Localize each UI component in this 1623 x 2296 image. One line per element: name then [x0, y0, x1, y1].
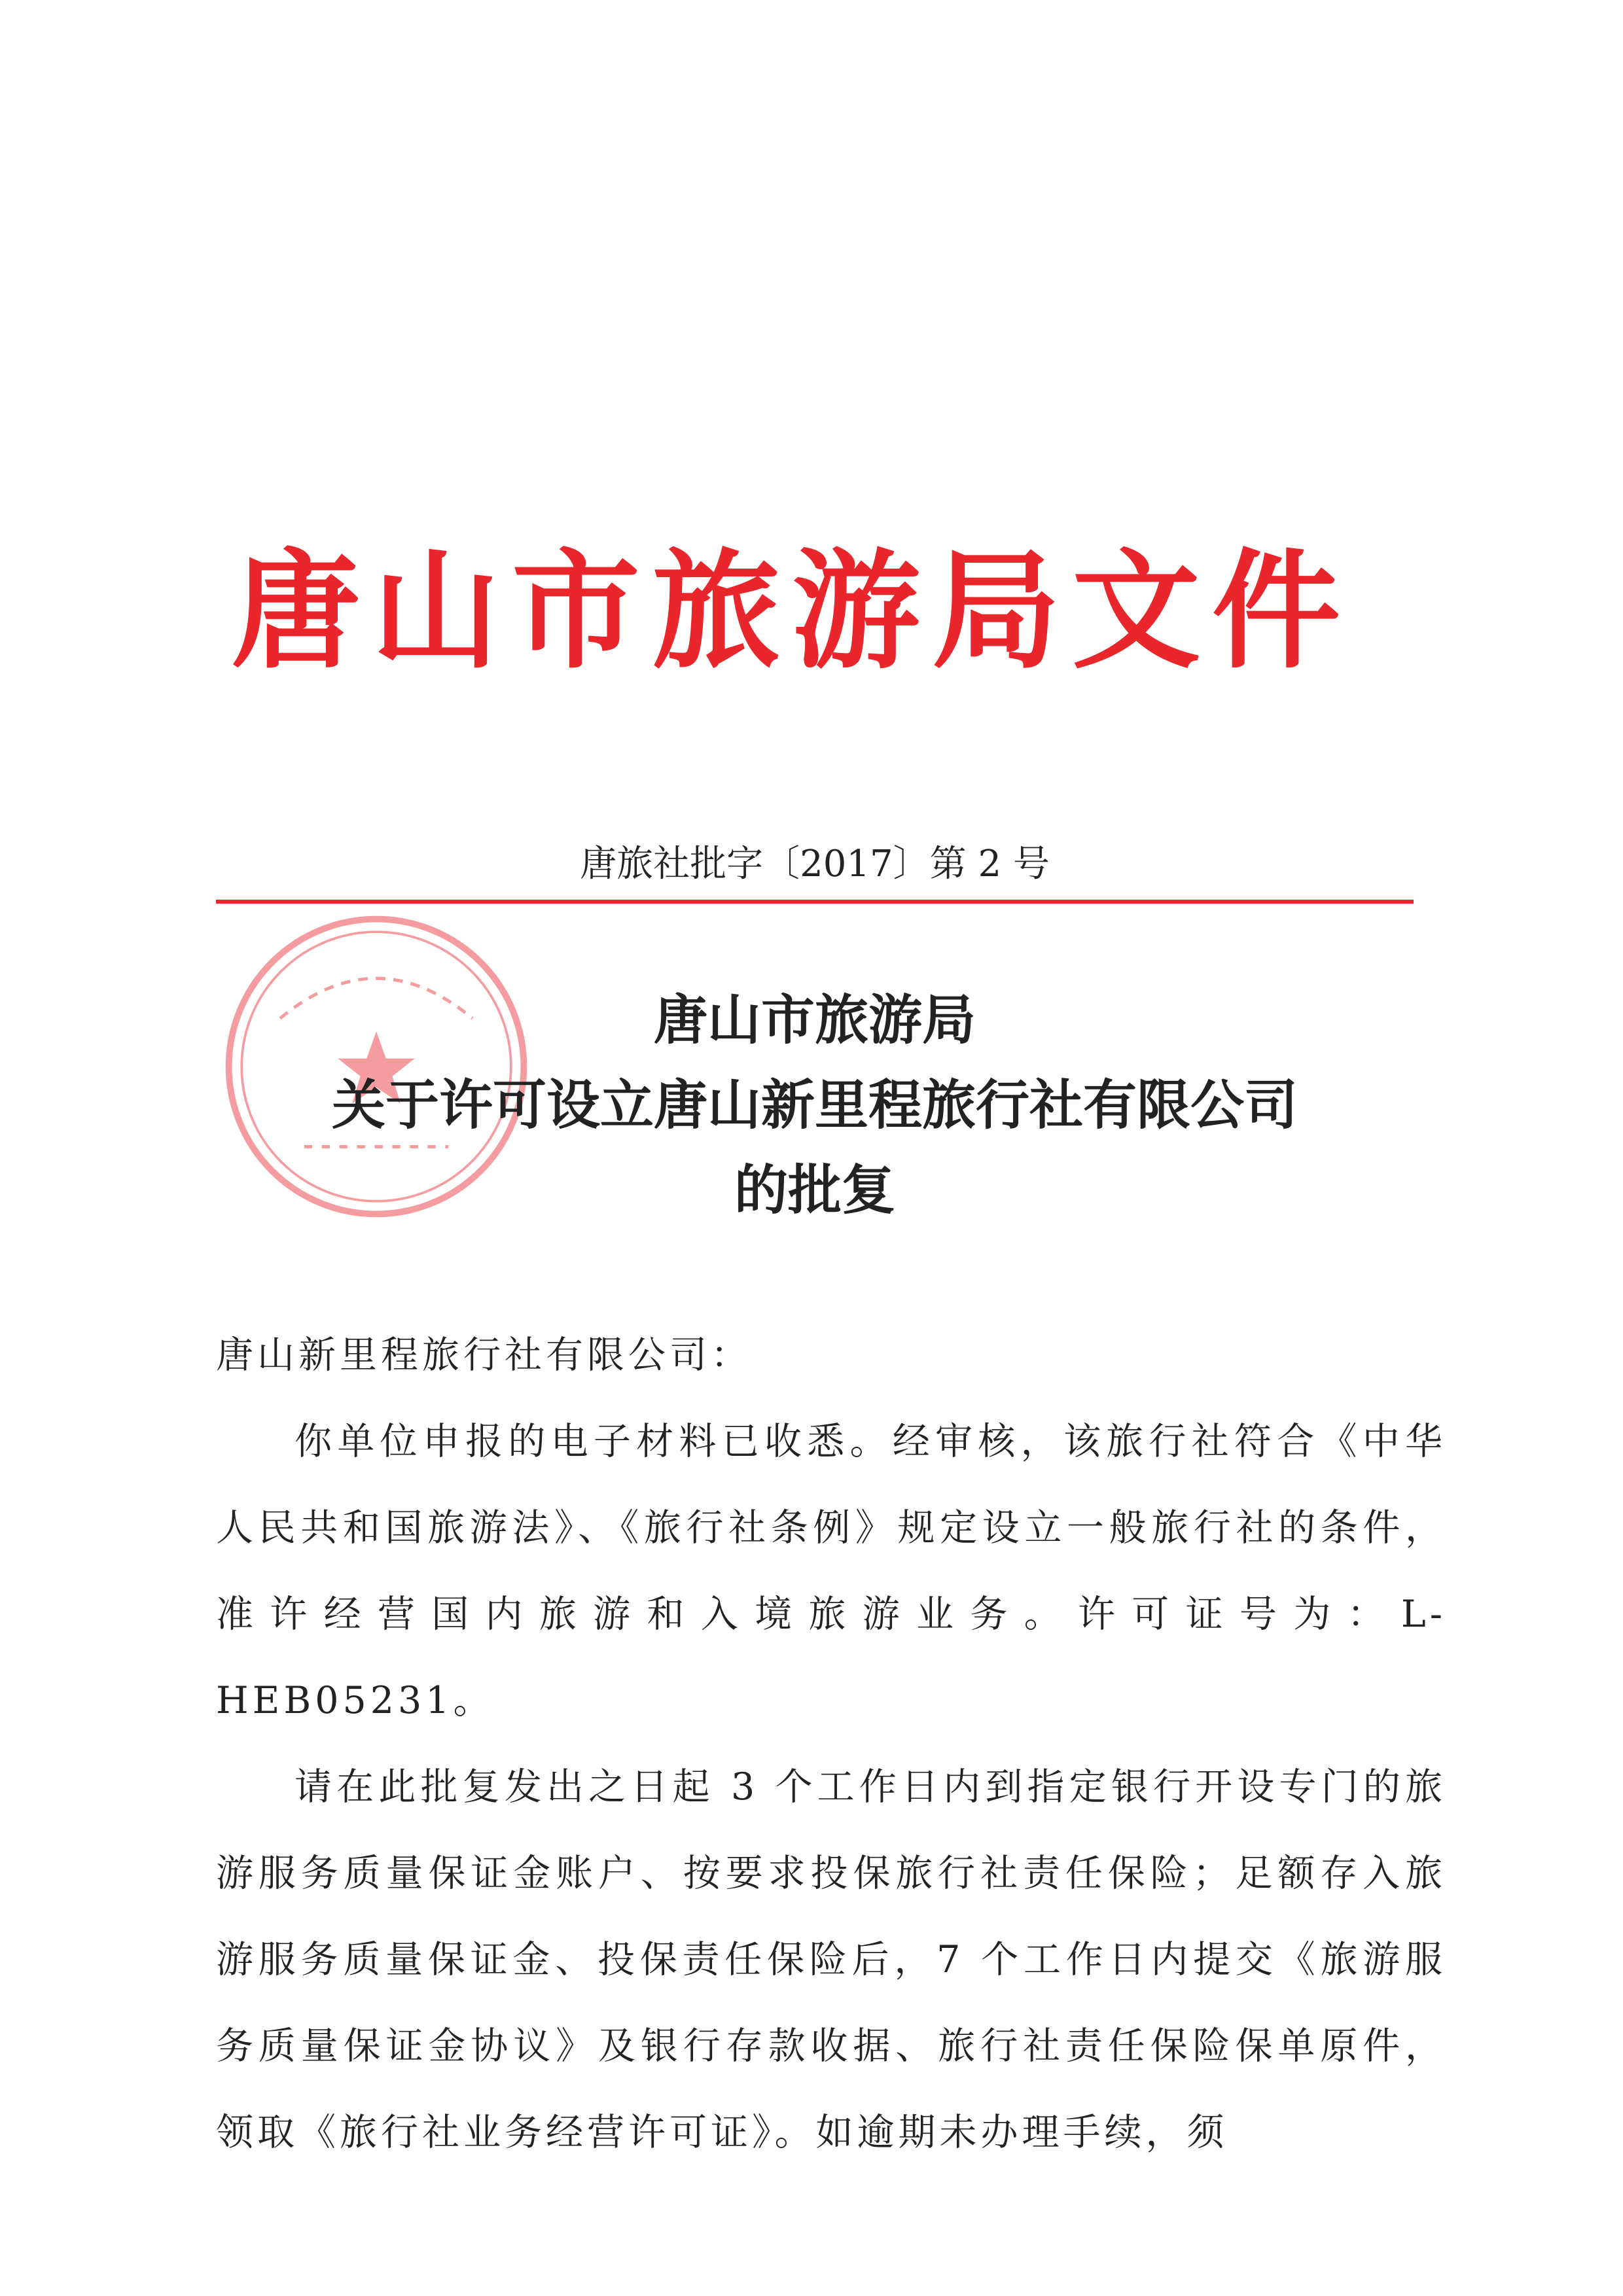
- body-paragraph-2: 请在此批复发出之日起 3 个工作日内到指定银行开设专门的旅游服务质量保证金账户、按要求投保旅行社责任保险；足额存入旅游服务质量保证金、投保责任保险后，7 个工作日内提交《旅游服务质量保证金协议》及银行存款收据、旅行社责任保险保单原件，领取《旅行社业务经营许可证》。如逾期未办理手续，须: [216, 1765, 1446, 2154]
- salutation: 唐山新里程旅行社有限公司：: [216, 1333, 752, 1377]
- title-line-1: 唐山市旅游局: [653, 989, 976, 1051]
- document-title: [262, 978, 1368, 1233]
- document-number: 唐旅社批字〔2017〕第 2 号: [580, 843, 1050, 885]
- title-line-2: 关于许可设立唐山新里程旅行社有限公司: [331, 1074, 1298, 1137]
- document-masthead: 唐山市旅游局文件: [231, 537, 1352, 686]
- title-line-3: 的批复: [734, 1159, 895, 1222]
- document-body: [216, 1312, 1446, 2176]
- red-divider-line: [216, 900, 1414, 904]
- body-paragraph-1: 你单位申报的电子材料已收悉。经审核，该旅行社符合《中华人民共和国旅游法》、《旅行社条例》规定设立一般旅行社的条件，准许经营国内旅游和入境旅游业务。许可证号为：L-HEB05231。: [216, 1420, 1446, 1722]
